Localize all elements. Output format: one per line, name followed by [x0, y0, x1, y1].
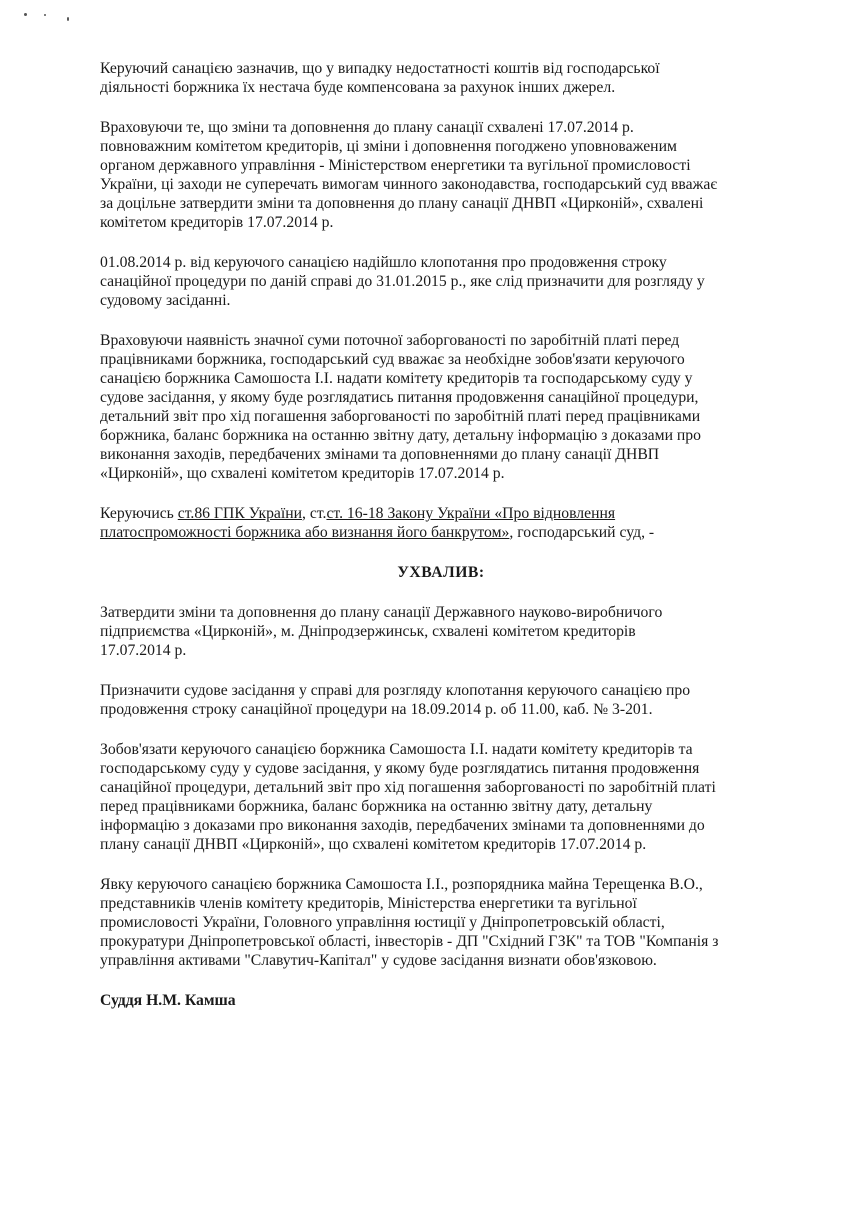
text-line: судовому засіданні. [100, 292, 231, 309]
text-line: України, ці заходи не суперечать вимогам чинного законодавства, господарський суд вважає [100, 176, 718, 193]
text-line: органом державного управління - Міністерством енергетики та вугільної промисловості [100, 157, 691, 174]
text-line: Враховуючи те, що зміни та доповнення до плану санації схвалені 17.07.2014 р. [100, 119, 634, 136]
link-bankruptcy-law-title[interactable]: платоспроможності боржника або визнання його банкрутом» [100, 524, 510, 541]
text-line: Керуючий санацією зазначив, що у випадку недостатності коштів від господарської [100, 60, 660, 77]
ruling-heading: УХВАЛИВ: [397, 564, 485, 581]
text-line: перед працівниками боржника, баланс боржника на останню звітну дату, детальну [100, 798, 653, 815]
text-line: за доцільне затвердити зміни та доповнення до плану санації ДНВП «Цирконій», схвалені [100, 195, 704, 212]
paragraph-approve-plan [100, 603, 782, 660]
scan-speck [67, 17, 69, 21]
link-gpk-article-86[interactable]: ст.86 ГПК України [177, 505, 303, 522]
text-line: плану санації ДНВП «Цирконій», що схвалені комітетом кредиторів 17.07.2014 р. [100, 836, 647, 853]
text-line: представників членів комітету кредиторів, Міністерства енергетики та вугільної [100, 895, 637, 912]
scan-speck [44, 14, 46, 16]
text-line: працівниками боржника, господарський суд вважає за необхідне зобов'язати керуючого [100, 351, 685, 368]
judge-signature: Суддя Н.М. Камша [100, 992, 236, 1009]
link-bankruptcy-law-articles[interactable]: ст. 16-18 Закону України «Про відновлення [326, 505, 616, 522]
text-line: повноважним комітетом кредиторів, ці зміни і доповнення погоджено уповноваженим [100, 138, 677, 155]
text-line: управління активами "Славутич-Капітал" у судове засідання визнати обов'язковою. [100, 952, 657, 969]
text-line: комітетом кредиторів 17.07.2014 р. [100, 214, 334, 231]
paragraph-legal-basis [100, 504, 782, 542]
text-line: підприємства «Цирконій», м. Дніпродзержинськ, схвалені комітетом кредиторів [100, 623, 636, 640]
text-line: виконання заходів, передбачених змінами та доповненнями до плану санації ДНВП [100, 446, 660, 463]
text-line: санаційної процедури по даній справі до 31.01.2015 р., яке слід призначити для розгляду у [100, 273, 705, 290]
text-line: 17.07.2014 р. [100, 642, 187, 659]
text-line: санаційної процедури, детальний звіт про хід погашення заборгованості по заробітній платі [100, 779, 716, 796]
paragraph-schedule-hearing [100, 681, 782, 719]
text-line: діяльності боржника їх нестача буде компенсована за рахунок інших джерел. [100, 79, 616, 96]
text-line: «Цирконій», що схвалені комітетом кредиторів 17.07.2014 р. [100, 465, 505, 482]
text-fragment: , господарський суд, - [509, 524, 655, 541]
text-line: продовження строку санаційної процедури на 18.09.2014 р. об 11.00, каб. № 3-201. [100, 701, 653, 718]
paragraph-oblige-manager [100, 740, 782, 854]
court-ruling-page [100, 59, 782, 1010]
text-line: Явку керуючого санацією боржника Самошоста І.І., розпорядника майна Терещенка В.О., [100, 876, 703, 893]
text-line [100, 504, 782, 523]
text-line [100, 523, 782, 542]
paragraph-plan-approval-reasoning [100, 118, 782, 232]
text-line: санацією боржника Самошоста І.І. надати комітету кредиторів та господарському суду у [100, 370, 693, 387]
paragraph-funding-note [100, 59, 782, 97]
text-line: судове засідання, у якому буде розглядатись питання продовження санаційної процедури, [100, 389, 699, 406]
text-fragment: , ст. [302, 505, 327, 522]
text-line: боржника, баланс боржника на останню звітну дату, детальну інформацію з доказами про [100, 427, 701, 444]
text-line: 01.08.2014 р. від керуючого санацією надійшло клопотання про продовження строку [100, 254, 667, 271]
text-line: Затвердити зміни та доповнення до плану санації Державного науково-виробничого [100, 604, 663, 621]
paragraph-mandatory-attendance [100, 875, 782, 970]
text-line: інформацію з доказами про виконання заходів, передбачених змінами та доповненнями до [100, 817, 705, 834]
paragraph-wage-arrears [100, 331, 782, 483]
text-line: детальний звіт про хід погашення заборгованості по заробітній платі перед працівниками [100, 408, 701, 425]
text-line: господарському суду у судове засідання, у якому буде розглядатись питання продовження [100, 760, 700, 777]
paragraph-extension-motion [100, 253, 782, 310]
scan-speck [24, 13, 27, 16]
text-line: Враховуючи наявність значної суми поточної заборгованості по заробітній платі перед [100, 332, 680, 349]
text-line: Зобов'язати керуючого санацією боржника Самошоста І.І. надати комітету кредиторів та [100, 741, 693, 758]
text-fragment: Керуючись [100, 505, 178, 522]
text-line: прокуратури Дніпропетровської області, інвесторів - ДП "Східний ГЗК" та ТОВ "Компанія з [100, 933, 719, 950]
text-line: промисловості України, Головного управління юстиції у Дніпропетровській області, [100, 914, 665, 931]
text-line: Призначити судове засідання у справі для розгляду клопотання керуючого санацією про [100, 682, 691, 699]
